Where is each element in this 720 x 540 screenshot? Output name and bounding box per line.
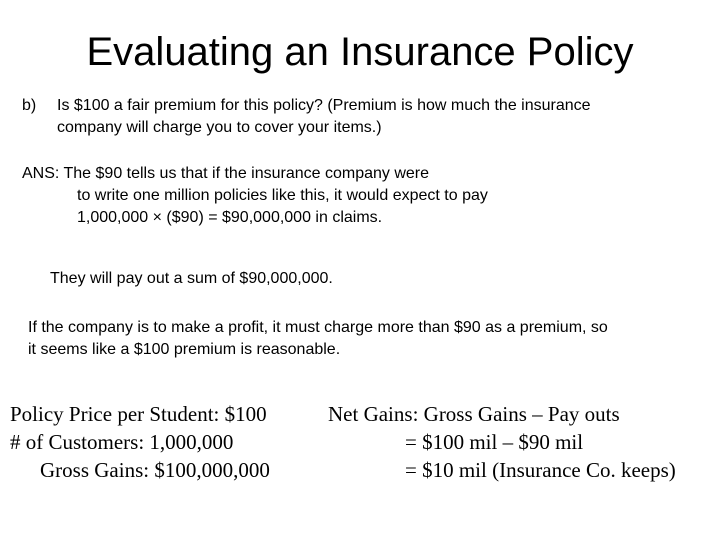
profit-statement-line-2: it seems like a $100 premium is reasonable. xyxy=(28,341,341,358)
customers-line: # of Customers: 1,000,000 xyxy=(10,430,234,454)
policy-price-line: Policy Price per Student: $100 xyxy=(10,402,267,426)
profit-statement-line-1: If the company is to make a profit, it must charge more than $90 as a premium, so xyxy=(28,319,608,336)
net-gains-formula-line: Net Gains: Gross Gains – Pay outs xyxy=(328,402,620,426)
gross-gains-line: Gross Gains: $100,000,000 xyxy=(40,458,270,482)
answer-text-line-1: ANS: The $90 tells us that if the insurance company were xyxy=(22,165,430,182)
net-gains-result-line: = $10 mil (Insurance Co. keeps) xyxy=(405,458,676,482)
net-gains-substitution-line: = $100 mil – $90 mil xyxy=(405,430,584,454)
slide-title: Evaluating an Insurance Policy xyxy=(86,30,634,74)
question-marker: b) xyxy=(22,97,37,114)
payout-statement: They will pay out a sum of $90,000,000. xyxy=(50,270,333,287)
question-text-line-2: company will charge you to cover your items.) xyxy=(57,119,382,136)
answer-text-line-3: 1,000,000 × ($90) = $90,000,000 in claims. xyxy=(77,209,383,226)
question-text-line-1: Is $100 a fair premium for this policy? (Premium is how much the insurance xyxy=(57,97,591,114)
answer-text-line-2: to write one million policies like this, it would expect to pay xyxy=(77,187,488,204)
